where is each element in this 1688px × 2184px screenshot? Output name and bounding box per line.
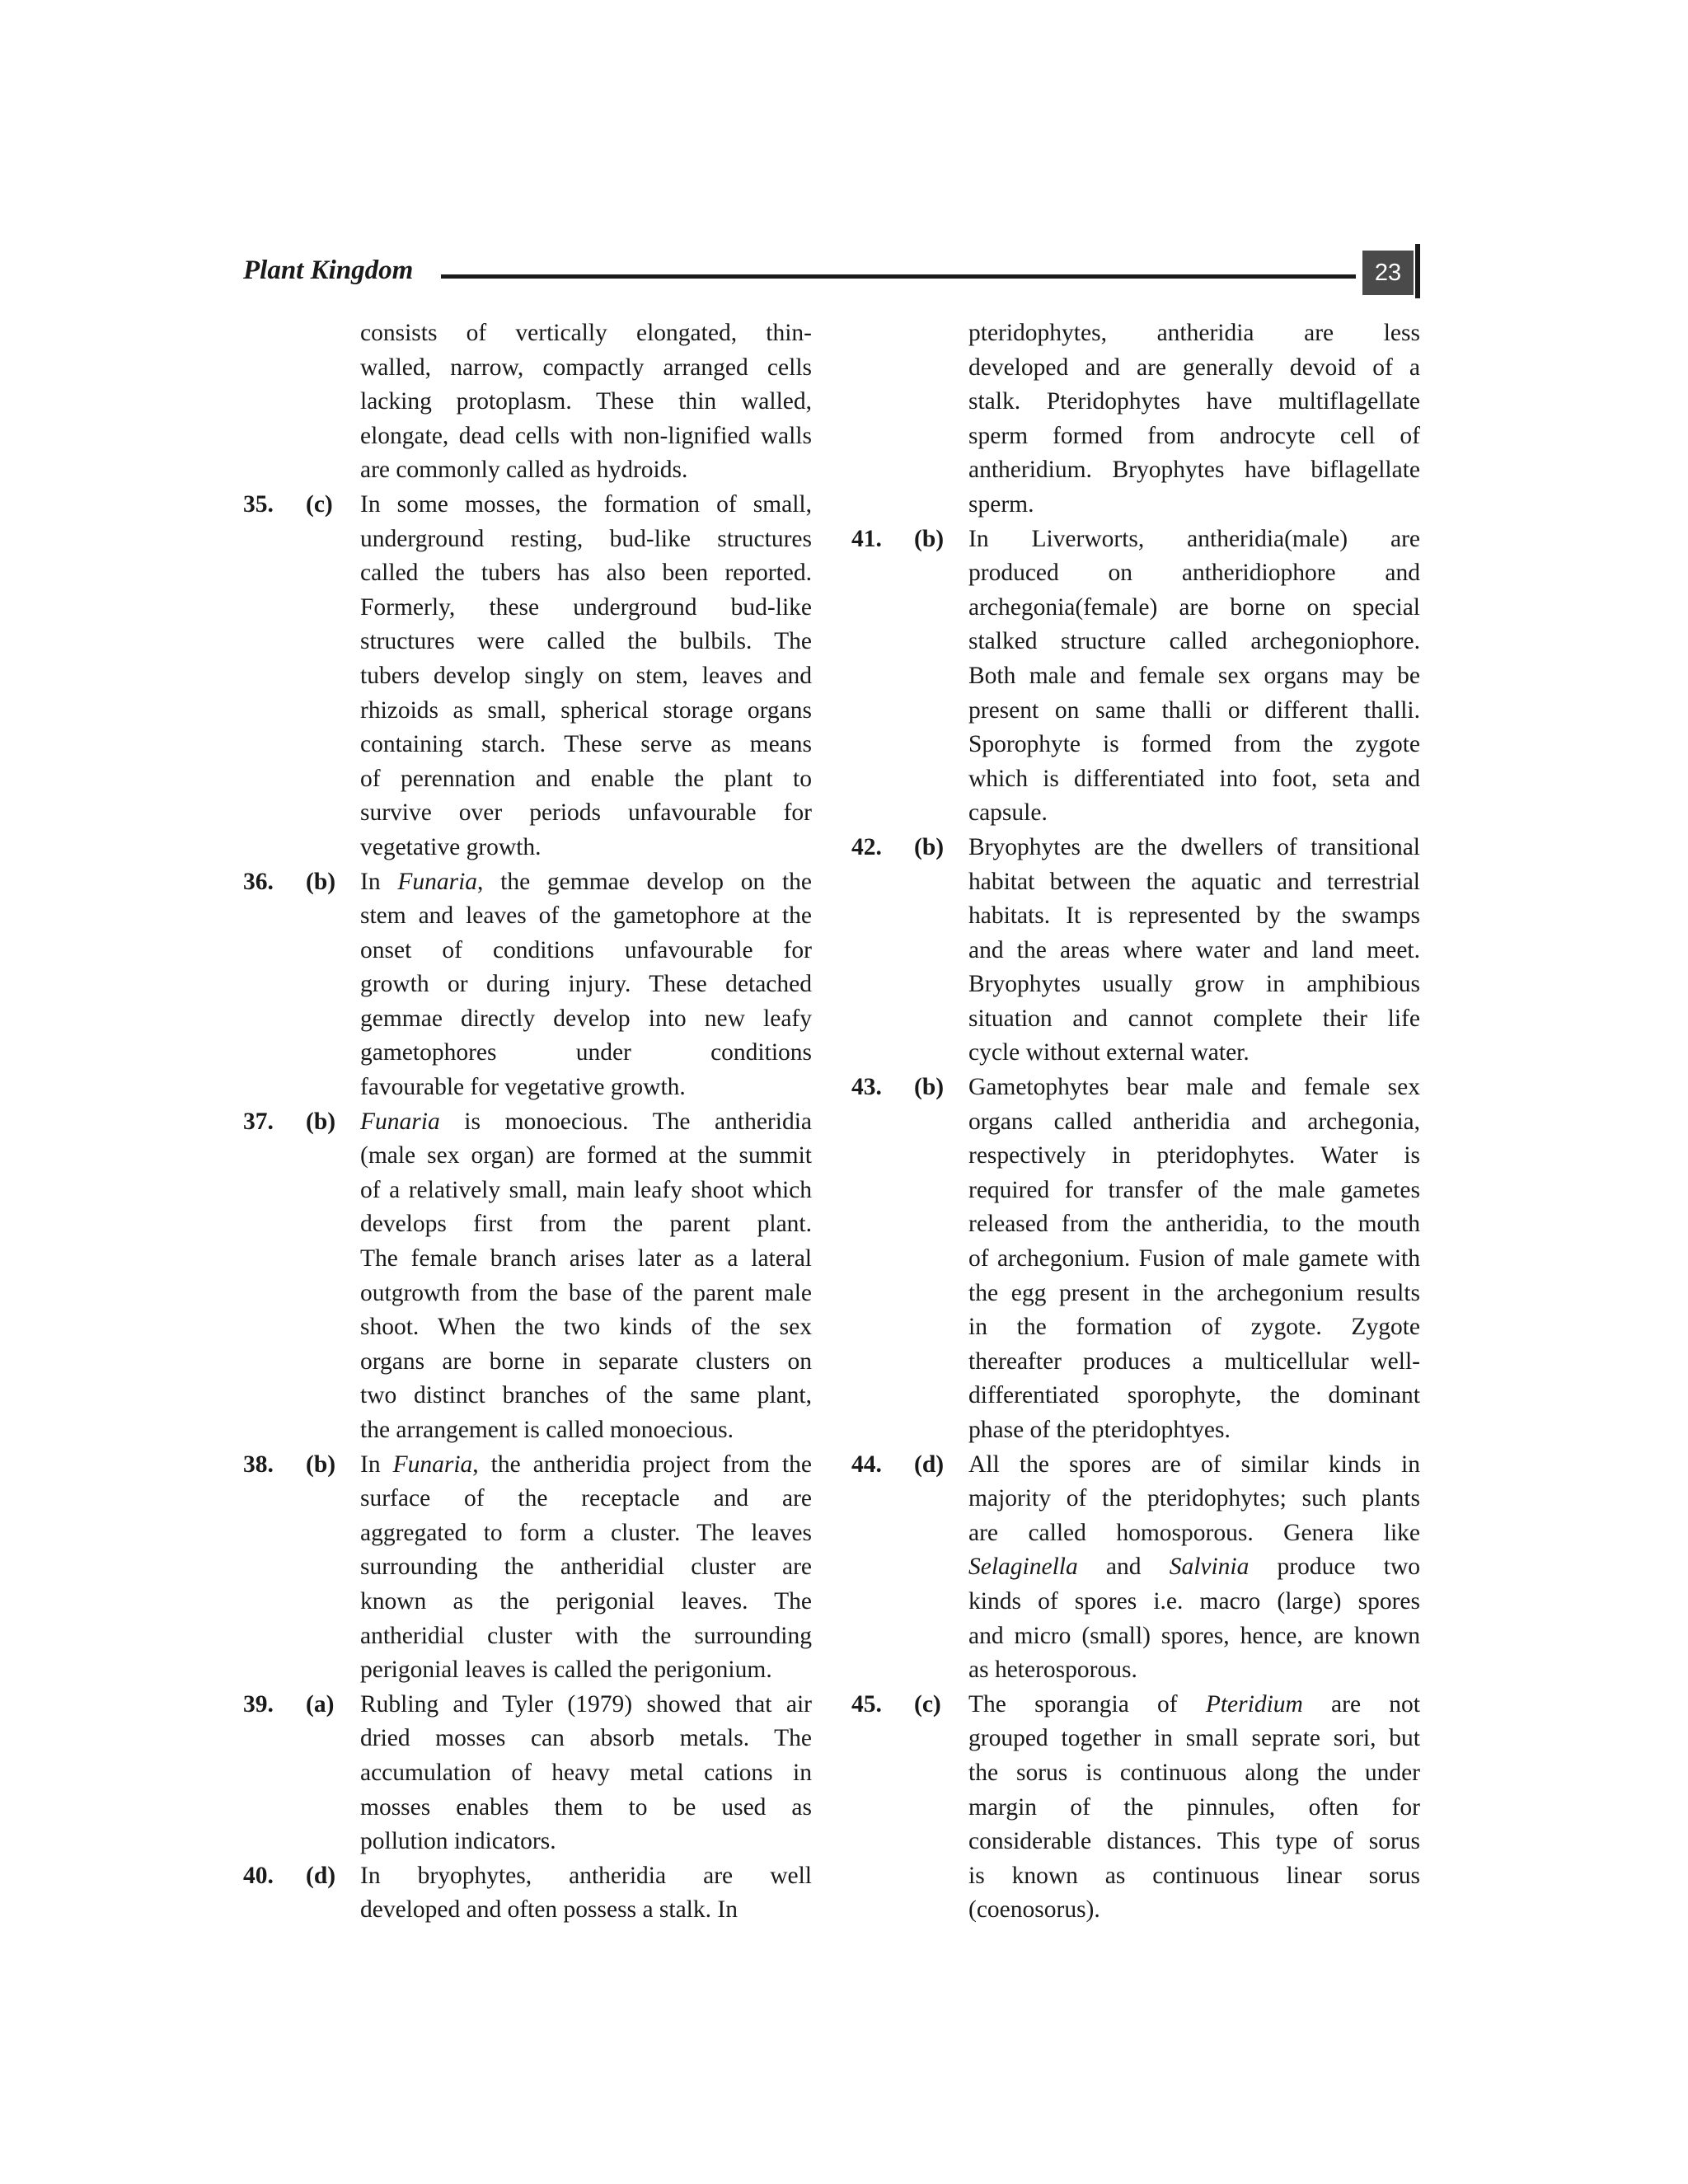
header-rule xyxy=(441,274,1356,279)
answer-option: (b) xyxy=(306,1108,336,1135)
text-line: of archegonium. Fusion of male gamete with xyxy=(968,1245,1420,1272)
text-line: In some mosses, the formation of small, xyxy=(360,490,812,518)
text-line: Funaria is monoecious. The antheridia xyxy=(360,1108,812,1135)
text-line: of a relatively small, main leafy shoot which xyxy=(360,1176,812,1203)
text-line: Formerly, these underground bud-like xyxy=(360,593,812,621)
text-line: in the formation of zygote. Zygote xyxy=(968,1314,1420,1341)
text-line: the egg present in the archegonium results xyxy=(968,1279,1420,1306)
question-number: 38. xyxy=(243,1451,274,1478)
italic-term: Funaria xyxy=(360,1108,440,1135)
page-number: 23 xyxy=(1362,251,1414,295)
text-line: surrounding the antheridial cluster are xyxy=(360,1554,812,1581)
question-number: 39. xyxy=(243,1690,274,1718)
text-line: antheridial cluster with the surrounding xyxy=(360,1622,812,1649)
italic-term: Funaria xyxy=(397,868,478,895)
text-line: present on same thalli or different thalli. xyxy=(968,696,1420,724)
answer-option: (d) xyxy=(306,1862,336,1889)
answer-item xyxy=(243,1859,812,1928)
text-line: Rubling and Tyler (1979) showed that air xyxy=(360,1690,812,1718)
text-line: favourable for vegetative growth. xyxy=(360,1074,686,1101)
italic-term: Selaginella xyxy=(968,1554,1078,1581)
text-line: kinds of spores i.e. macro (large) spores xyxy=(968,1587,1420,1615)
question-number: 45. xyxy=(851,1690,882,1718)
question-number: 37. xyxy=(243,1108,274,1135)
text-line: known as the perigonial leaves. The xyxy=(360,1587,812,1615)
text-line: stem and leaves of the gametophore at the xyxy=(360,902,812,930)
text-line: surface of the receptacle and are xyxy=(360,1485,812,1512)
text-line: The sporangia of Pteridium are not xyxy=(968,1690,1420,1718)
text-line: outgrowth from the base of the parent male xyxy=(360,1279,812,1306)
text-line: lacking protoplasm. These thin walled, xyxy=(360,388,812,415)
text-line: Bryophytes are the dwellers of transitional xyxy=(968,833,1420,860)
text-line: organs called antheridia and archegonia, xyxy=(968,1108,1420,1135)
text-line: The female branch arises later as a lateral xyxy=(360,1245,812,1272)
question-number: 35. xyxy=(243,490,274,518)
page-number-bar xyxy=(1415,244,1420,298)
text-line: called the tubers has also been reported. xyxy=(360,560,812,587)
text-line: the sorus is continuous along the under xyxy=(968,1759,1420,1786)
text-line: containing starch. These serve as means xyxy=(360,731,812,758)
text-line: phase of the pteridophtyes. xyxy=(968,1417,1231,1443)
answer-option: (d) xyxy=(914,1451,945,1478)
italic-term: Pteridium xyxy=(1205,1690,1303,1718)
text-line: growth or during injury. These detached xyxy=(360,971,812,998)
text-line: tubers develop singly on stem, leaves and xyxy=(360,662,812,689)
text-line: Selaginella and Salvinia produce two xyxy=(968,1554,1420,1581)
text-line: and micro (small) spores, hence, are known xyxy=(968,1622,1420,1649)
text-line: thereafter produces a multicellular well- xyxy=(968,1347,1420,1375)
text-line: sperm. xyxy=(968,490,1034,518)
continued-answer xyxy=(851,316,1420,523)
answer-item xyxy=(243,1105,812,1448)
text-line: are called homosporous. Genera like xyxy=(968,1519,1420,1546)
italic-term: Funaria xyxy=(392,1451,473,1478)
text-line: structures were called the bulbils. The xyxy=(360,628,812,655)
text-line: are commonly called as hydroids. xyxy=(360,457,688,484)
text-line: mosses enables them to be used as xyxy=(360,1793,812,1821)
text-line: gemmae directly develop into new leafy xyxy=(360,1005,812,1032)
text-line: In Funaria, the gemmae develop on the xyxy=(360,868,813,895)
answer-option: (c) xyxy=(914,1690,941,1718)
answer-item xyxy=(851,1071,1420,1448)
text-line: consists of vertically elongated, thin- xyxy=(360,320,812,346)
text-line: elongate, dead cells with non-lignified walls xyxy=(360,422,812,449)
text-line: aggregated to form a cluster. The leaves xyxy=(360,1519,812,1546)
italic-term: Salvinia xyxy=(1169,1554,1250,1581)
question-number: 44. xyxy=(851,1451,882,1478)
answer-item xyxy=(243,1688,812,1859)
text-line: developed and often possess a stalk. In xyxy=(360,1896,738,1924)
text-line: situation and cannot complete their life xyxy=(968,1005,1420,1032)
text-line: capsule. xyxy=(968,799,1048,827)
text-line: Gametophytes bear male and female sex xyxy=(968,1074,1420,1101)
text-line: two distinct branches of the same plant, xyxy=(360,1382,812,1409)
text-line: shoot. When the two kinds of the sex xyxy=(360,1314,812,1341)
left-column xyxy=(243,316,812,1928)
answer-item xyxy=(851,1688,1420,1928)
text-line: dried mosses can absorb metals. The xyxy=(360,1725,812,1752)
text-line: In Liverworts, antheridia(male) are xyxy=(968,525,1420,552)
text-line: differentiated sporophyte, the dominant xyxy=(968,1382,1420,1409)
text-line: All the spores are of similar kinds in xyxy=(968,1451,1420,1478)
text-line: pteridophytes, antheridia are less xyxy=(968,320,1420,346)
text-line: developed and are generally devoid of a xyxy=(968,354,1420,381)
answer-option: (c) xyxy=(306,490,333,518)
text-line: margin of the pinnules, often for xyxy=(968,1793,1420,1821)
text-line: is known as continuous linear sorus xyxy=(968,1862,1420,1889)
text-line: underground resting, bud-like structures xyxy=(360,525,812,552)
chapter-title: Plant Kingdom xyxy=(243,255,414,285)
text-line: cycle without external water. xyxy=(968,1039,1250,1066)
text-line: gametophores under conditions xyxy=(360,1039,812,1066)
text-line: the arrangement is called monoecious. xyxy=(360,1417,734,1443)
text-line: (coenosorus). xyxy=(968,1896,1100,1924)
answer-option: (b) xyxy=(914,1074,945,1101)
text-line: sperm formed from androcyte cell of xyxy=(968,422,1420,449)
text-line: Both male and female sex organs may be xyxy=(968,662,1420,689)
text-line: In Funaria, the antheridia project from the xyxy=(360,1451,812,1478)
question-number: 42. xyxy=(851,833,882,860)
question-number: 41. xyxy=(851,525,882,552)
text-line: walled, narrow, compactly arranged cells xyxy=(360,354,812,381)
text-line: organs are borne in separate clusters on xyxy=(360,1347,812,1375)
answer-item xyxy=(851,523,1420,831)
question-number: 36. xyxy=(243,868,274,895)
text-line: perigonial leaves is called the perigonium. xyxy=(360,1657,772,1684)
text-line: rhizoids as small, spherical storage organs xyxy=(360,696,812,724)
text-line: grouped together in small seprate sori, but xyxy=(968,1725,1420,1752)
text-line: pollution indicators. xyxy=(360,1828,556,1855)
text-line: (male sex organ) are formed at the summit xyxy=(360,1142,812,1169)
answer-item xyxy=(243,865,812,1105)
text-line: develops first from the parent plant. xyxy=(360,1211,812,1238)
text-line: habitat between the aquatic and terrestrial xyxy=(968,868,1420,895)
text-line: Sporophyte is formed from the zygote xyxy=(968,731,1420,758)
answer-option: (a) xyxy=(306,1690,335,1718)
right-column xyxy=(851,316,1420,1928)
running-header xyxy=(243,244,1420,302)
text-line: stalk. Pteridophytes have multiflagellate xyxy=(968,388,1420,415)
answer-option: (b) xyxy=(306,1451,336,1478)
text-line: survive over periods unfavourable for xyxy=(360,799,812,827)
answer-option: (b) xyxy=(306,868,336,895)
text-line: as heterosporous. xyxy=(968,1657,1137,1684)
question-number: 43. xyxy=(851,1074,882,1101)
answer-item xyxy=(243,488,812,865)
text-line: majority of the pteridophytes; such plants xyxy=(968,1485,1420,1512)
text-line: In bryophytes, antheridia are well xyxy=(360,1862,812,1889)
text-line: released from the antheridia, to the mouth xyxy=(968,1211,1420,1238)
text-line: required for transfer of the male gametes xyxy=(968,1176,1420,1203)
text-line: stalked structure called archegoniophore. xyxy=(968,628,1420,655)
answer-item xyxy=(243,1448,812,1688)
text-line: archegonia(female) are borne on special xyxy=(968,593,1420,621)
text-line: onset of conditions unfavourable for xyxy=(360,936,812,963)
text-line: habitats. It is represented by the swamps xyxy=(968,902,1420,930)
text-line: considerable distances. This type of sorus xyxy=(968,1828,1420,1855)
answer-option: (b) xyxy=(914,525,945,552)
text-line: respectively in pteridophytes. Water is xyxy=(968,1142,1420,1169)
answer-option: (b) xyxy=(914,833,945,860)
text-line: and the areas where water and land meet. xyxy=(968,936,1420,963)
answer-item xyxy=(851,831,1420,1071)
text-line: which is differentiated into foot, seta and xyxy=(968,765,1420,792)
question-number: 40. xyxy=(243,1862,274,1889)
text-line: produced on antheridiophore and xyxy=(968,560,1420,587)
text-line: antheridium. Bryophytes have biflagellate xyxy=(968,457,1420,484)
answer-item xyxy=(851,1448,1420,1688)
continued-answer xyxy=(243,316,812,488)
text-line: Bryophytes usually grow in amphibious xyxy=(968,971,1420,998)
text-line: vegetative growth. xyxy=(360,833,542,860)
text-line: accumulation of heavy metal cations in xyxy=(360,1759,812,1786)
text-line: of perennation and enable the plant to xyxy=(360,765,812,792)
